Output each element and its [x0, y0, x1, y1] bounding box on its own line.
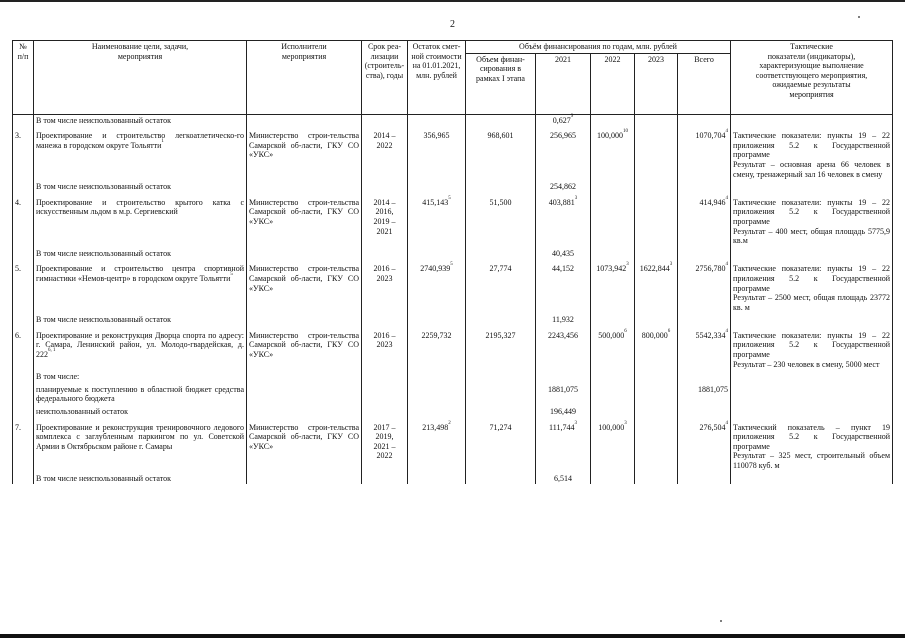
- cell-remainder: 356,965: [408, 130, 466, 180]
- cell-num: 3.: [13, 130, 34, 180]
- table-row: [13, 330, 893, 370]
- header-2021: 2021: [536, 53, 591, 114]
- subrow-unused-2021: 196,449: [536, 405, 591, 418]
- cell-executors: Министерство строи-тельства Самарской об-ласти, ГКУ СО «УКС»: [247, 197, 362, 247]
- header-num: № п/п: [13, 41, 34, 115]
- cell-2023: [635, 197, 678, 247]
- header-term: Срок реа- лизации (строитель- ства), годы: [362, 41, 408, 115]
- cell-executors: Министерство строи-тельства Самарской об-ласти, ГКУ СО «УКС»: [247, 330, 362, 370]
- cell-indicators: Тактические показатели: пункты 19 – 22 приложения 5.2 к Государственной программе Результат – основная арена 66 человек в смену, тренажерный зал 16 человек в смену: [731, 130, 893, 180]
- table-row: [13, 197, 893, 247]
- subrow-2021: 6,514: [536, 472, 591, 485]
- table-subrow: [13, 247, 893, 260]
- cell-2022: [591, 197, 635, 247]
- cell-term: 2016 – 2023: [362, 263, 408, 313]
- subrow-label: В том числе неиспользованный остаток: [34, 247, 247, 260]
- cell-remainder: 213,498$^2$: [408, 422, 466, 472]
- cell-indicators: Тактические показатели: пункты 19 – 22 приложения 5.2 к Государственной программе Результат – 2500 мест, общая площадь 23772 кв. м: [731, 263, 893, 313]
- header-executors: Исполнители мероприятия: [247, 41, 362, 115]
- cell-total: 276,504$^4$: [678, 422, 731, 472]
- header-funding-group: Объём финансирования по годам, млн. рублей: [466, 41, 731, 54]
- cell-term: 2016 – 2023: [362, 330, 408, 370]
- page-bottom-edge: [0, 634, 905, 638]
- subrow-federal-total: 1881,075: [678, 383, 731, 405]
- cell-2022: 500,000$^6$: [591, 330, 635, 370]
- header-stage1: Объем финан- сирования в рамках I этапа: [466, 53, 536, 114]
- table-body: [13, 114, 893, 484]
- cell-name: Проектирование и строительство центра спортивной гимнастики «Немов-центр» в городском округе Тольятти$^5$: [34, 263, 247, 313]
- cell-2021: 0,627$^9$: [536, 114, 591, 126]
- cell-num: 6.: [13, 330, 34, 370]
- cell-name: Проектирование и строительство крытого катка с искусственным льдом в м.р. Сергиевский: [34, 197, 247, 247]
- cell-remainder: 2259,732: [408, 330, 466, 370]
- cell-executors: Министерство строи-тельства Самарской об-ласти, ГКУ СО «УКС»: [247, 422, 362, 472]
- cell-name: Проектирование и реконструкция Дворца спорта по адресу: г. Самара, Ленинский район, ул. Молодо-гвардейская, д. 222$^{6, 1}$: [34, 330, 247, 370]
- cell-num: 7.: [13, 422, 34, 472]
- subrow-federal-2021: 1881,075: [536, 383, 591, 405]
- subrow-label: В том числе неиспользованный остаток: [34, 313, 247, 326]
- cell-term: 2014 – 2022: [362, 130, 408, 180]
- table-subrow: [13, 383, 893, 405]
- header-2023: 2023: [635, 53, 678, 114]
- cell-2023: 1622,844$^3$: [635, 263, 678, 313]
- page-number: 2: [450, 19, 455, 30]
- cell-stage1: 27,774: [466, 263, 536, 313]
- cell-stage1: 968,601: [466, 130, 536, 180]
- cell-stage1: 71,274: [466, 422, 536, 472]
- funding-table: [12, 40, 893, 484]
- table-subrow: [13, 405, 893, 418]
- table-subrow: [13, 180, 893, 193]
- table-row: [13, 422, 893, 472]
- scan-speck: [720, 620, 722, 622]
- cell-2023: [635, 130, 678, 180]
- table-subrow: [13, 472, 893, 485]
- header-remainder: Остаток смет- ной стоимости на 01.01.2021, млн. рублей: [408, 41, 466, 115]
- cell-total: 5542,334$^4$: [678, 330, 731, 370]
- subrow-label: В том числе:: [34, 370, 247, 383]
- subrow-label: В том числе неиспользованный остаток: [34, 472, 247, 485]
- table-row: [13, 263, 893, 313]
- subrow-federal-label: планируемые к поступлению в областной бюджет средства федерального бюджета: [34, 383, 247, 405]
- header-indicators: Тактические показатели (индикаторы), характеризующие выполнение соответствующего мероприятия, ожидаемые результаты мероприятия: [731, 41, 893, 115]
- page-top-edge: [0, 0, 905, 2]
- cell-num: 4.: [13, 197, 34, 247]
- table-row: [13, 130, 893, 180]
- cell-total: 414,946$^4$: [678, 197, 731, 247]
- cell-term: 2017 – 2019, 2021 – 2022: [362, 422, 408, 472]
- header-2022: 2022: [591, 53, 635, 114]
- cell-2023: 800,000$^6$: [635, 330, 678, 370]
- table-subrow: [13, 313, 893, 326]
- cell-indicators: Тактический показатель – пункт 19 приложения 5.2 к Государственной программе Результат – 325 мест, строительный объем 110078 куб. м: [731, 422, 893, 472]
- cell-executors: Министерство строи-тельства Самарской об-ласти, ГКУ СО «УКС»: [247, 130, 362, 180]
- cell-2022: 1073,942$^3$: [591, 263, 635, 313]
- subrow-2021: 11,932: [536, 313, 591, 326]
- row-label: В том числе неиспользованный остаток: [34, 114, 247, 126]
- scan-speck: [858, 16, 860, 18]
- cell-stage1: 2195,327: [466, 330, 536, 370]
- header-total: Всего: [678, 53, 731, 114]
- cell-term: 2014 – 2016, 2019 – 2021: [362, 197, 408, 247]
- table-row: [13, 114, 893, 126]
- cell-name: Проектирование и строительство легкоатлетическо-го манежа в городском округе Тольятти$^1$: [34, 130, 247, 180]
- cell-2022: 100,000$^3$: [591, 422, 635, 472]
- table-header: [13, 41, 893, 115]
- cell-2022: 100,000$^{10}$: [591, 130, 635, 180]
- cell-total: 2756,780$^4$: [678, 263, 731, 313]
- header-name: Наименование цели, задачи, мероприятия: [34, 41, 247, 115]
- cell-2021: 111,744$^3$: [536, 422, 591, 472]
- subrow-unused-label: неиспользованный остаток: [34, 405, 247, 418]
- subrow-2021: 254,862: [536, 180, 591, 193]
- cell-2021: 403,881$^3$: [536, 197, 591, 247]
- cell-remainder: 415,143$^5$: [408, 197, 466, 247]
- cell-executors: Министерство строи-тельства Самарской об-ласти, ГКУ СО «УКС»: [247, 263, 362, 313]
- cell-indicators: Тактические показатели: пункты 19 – 22 приложения 5.2 к Государственной программе Результат – 400 мест, общая площадь 5775,9 кв.м: [731, 197, 893, 247]
- subrow-2021: [536, 370, 591, 383]
- cell-2021: 256,965: [536, 130, 591, 180]
- cell-indicators: Тактические показатели: пункты 19 – 22 приложения 5.2 к Государственной программе Результат – 230 человек в смену, 5000 мест: [731, 330, 893, 370]
- cell-remainder: 2740,939$^5$: [408, 263, 466, 313]
- cell-num: 5.: [13, 263, 34, 313]
- cell-total: 1070,704$^4$: [678, 130, 731, 180]
- cell-name: Проектирование и реконструкция тренировочного ледового комплекса с заглубленным паркингом по ул. Советской Армии в Октябрьском районе г. Самары: [34, 422, 247, 472]
- cell-2023: [635, 422, 678, 472]
- table-subrow: [13, 370, 893, 383]
- cell-2021: 44,152: [536, 263, 591, 313]
- subrow-2021: 40,435: [536, 247, 591, 260]
- cell-2021: 2243,456: [536, 330, 591, 370]
- cell-stage1: 51,500: [466, 197, 536, 247]
- subrow-label: В том числе неиспользованный остаток: [34, 180, 247, 193]
